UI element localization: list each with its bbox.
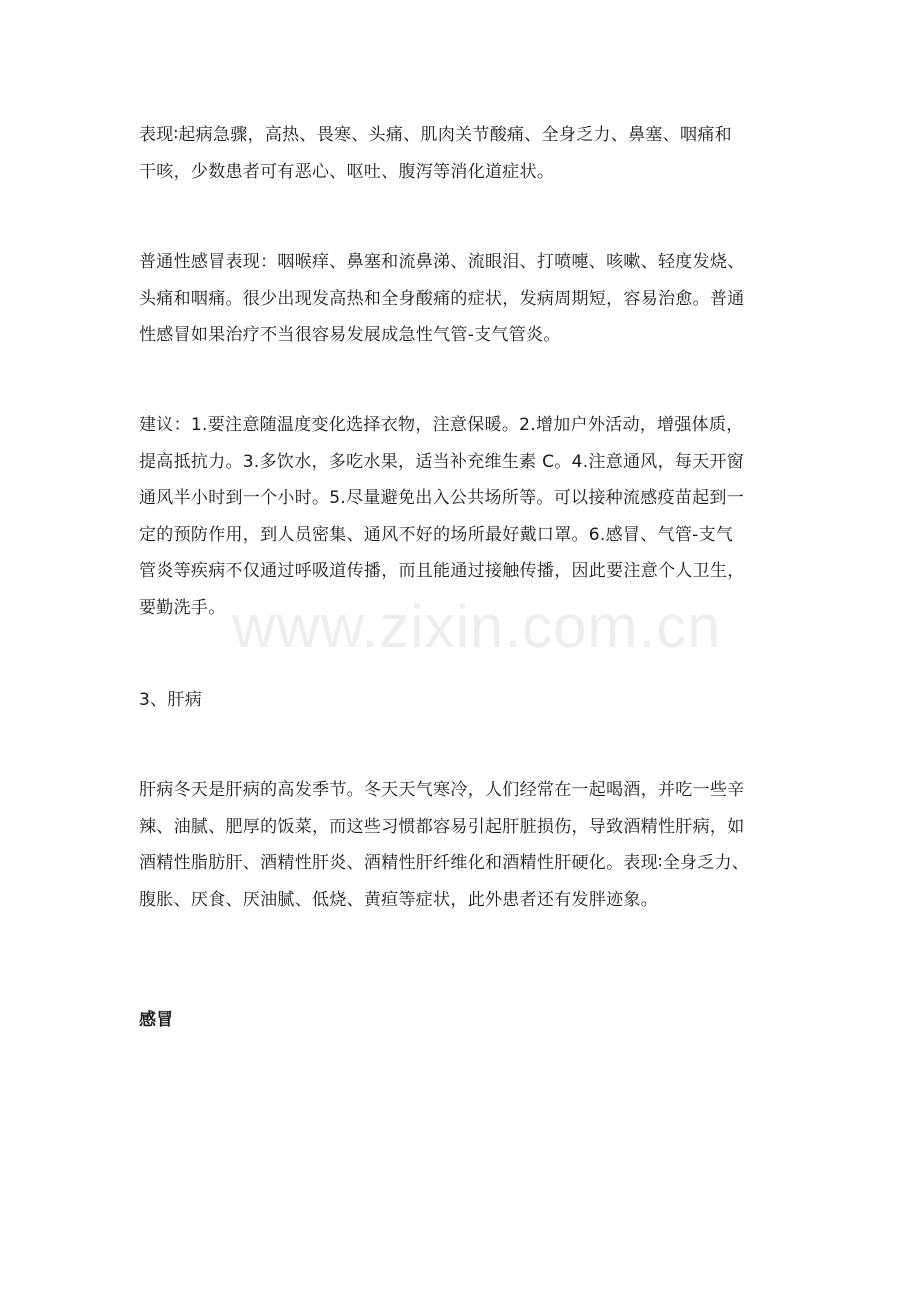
text-line: 性感冒如果治疗不当很容易发展成急性气管-支气管炎。 <box>139 325 561 346</box>
text-line: 通风半小时到一个小时。5.尽量避免出入公共场所等。可以接种流感疫苗起到一 <box>139 488 745 509</box>
heading-text: 感冒 <box>139 1009 174 1030</box>
text-line: 干咳，少数患者可有恶心、呕吐、腹泻等消化道症状。 <box>139 161 555 182</box>
section-title-liver <box>139 682 784 719</box>
text-line: 肝病冬天是肝病的高发季节。冬天天气寒冷，人们经常在一起喝酒，并吃一些辛 <box>139 780 745 801</box>
document-body <box>139 117 784 1038</box>
text-line: 3、肝病 <box>139 689 203 710</box>
paragraph-liver <box>139 772 784 918</box>
text-line: 酒精性脂肪肝、酒精性肝炎、酒精性肝纤维化和酒精性肝硬化。表现∶全身乏力、 <box>139 853 750 874</box>
text-line: 建议：1.要注意随温度变化选择衣物，注意保暖。2.增加户外活动，增强体质， <box>139 414 744 435</box>
text-line: 定的预防作用，到人员密集、通风不好的场所最好戴口罩。6.感冒、气管-支气 <box>139 524 734 545</box>
text-line: 要勤洗手。 <box>139 597 226 618</box>
text-line: 管炎等疾病不仅通过呼吸道传播，而且能通过接触传播，因此要注意个人卫生， <box>139 561 745 582</box>
text-line: 表现∶起病急骤，高热、畏寒、头痛、肌肉关节酸痛、全身乏力、鼻塞、咽痛和 <box>139 125 732 145</box>
text-line: 辣、油腻、肥厚的饭菜，而这些习惯都容易引起肝脏损伤，导致酒精性肝病，如 <box>139 816 745 837</box>
text-line: 腹胀、厌食、厌油腻、低烧、黄疸等症状，此外患者还有发胖迹象。 <box>139 889 658 910</box>
text-line: 普通性感冒表现：咽喉痒、鼻塞和流鼻涕、流眼泪、打喷嚏、咳嗽、轻度发烧、 <box>139 252 745 273</box>
watermark: www.zixin.com.cn <box>232 593 722 660</box>
paragraph-symptoms-flu <box>139 117 784 190</box>
heading-cold <box>139 1002 784 1039</box>
paragraph-advice <box>139 407 784 627</box>
text-line: 头痛和咽痛。很少出现发高热和全身酸痛的症状，发病周期短，容易治愈。普通 <box>139 288 745 309</box>
paragraph-common-cold <box>139 244 784 354</box>
text-line: 提高抵抗力。3.多饮水，多吃水果，适当补充维生素 C。4.注意通风，每天开窗 <box>139 451 745 472</box>
